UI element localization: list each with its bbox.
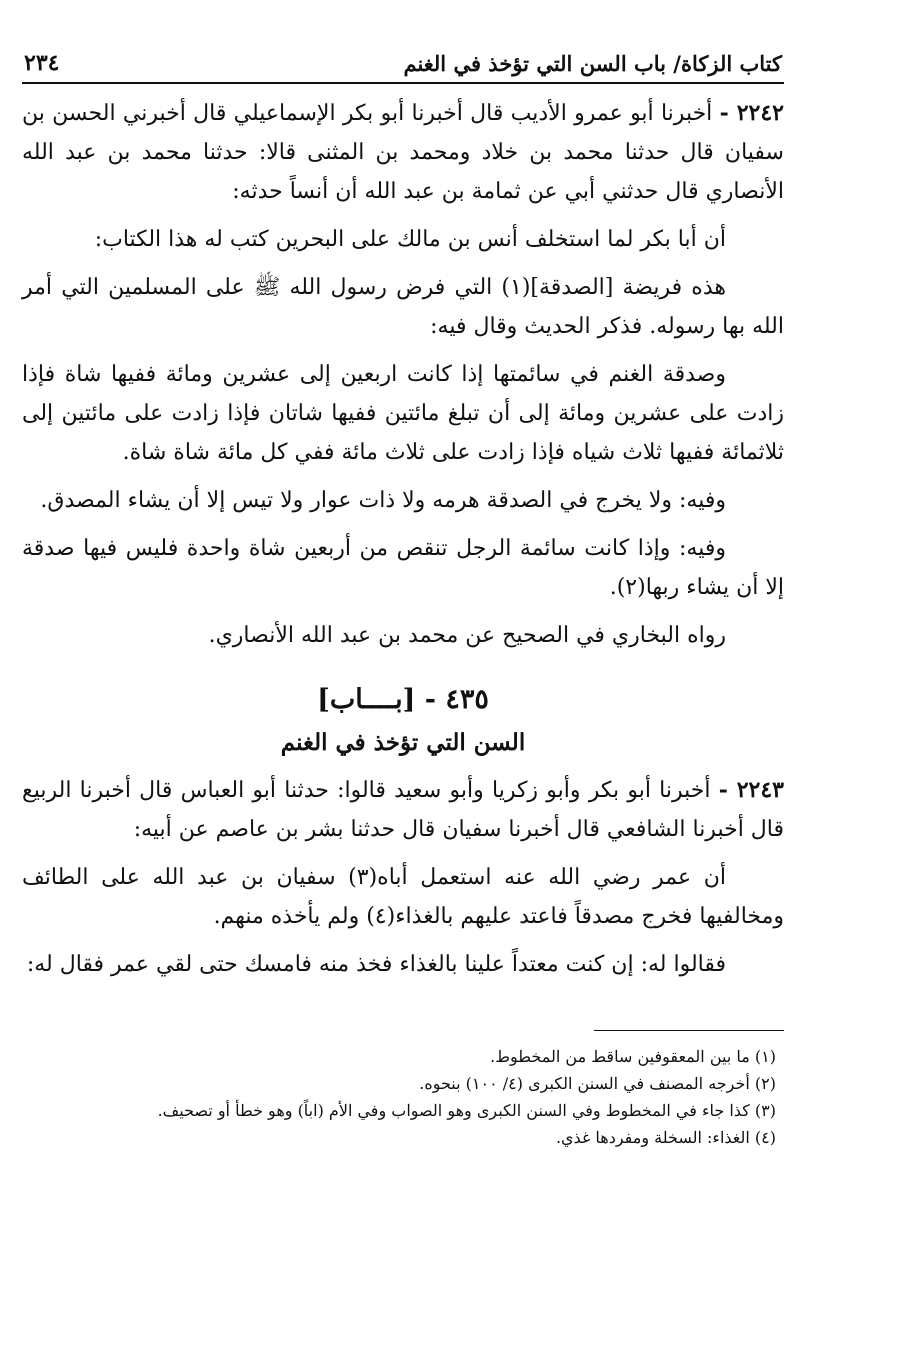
paragraph-text: رواه البخاري في الصحيح عن محمد بن عبد الله الأنصاري. bbox=[208, 623, 726, 648]
hadith-paragraph bbox=[22, 94, 784, 211]
main-text bbox=[22, 94, 784, 984]
footnote: (٢) أخرجه المصنف في السنن الكبرى (٤/ ١٠٠) بنحوه. bbox=[419, 1074, 776, 1093]
footnotes bbox=[22, 1043, 784, 1151]
paragraph-text: أخبرنا أبو عمرو الأديب قال أخبرنا أبو بكر الإسماعيلي قال أخبرني الحسن بن سفيان قال حدثنا محمد بن خلاد ومحمد بن المثنى قالا: حدثنا محمد بن عبد الله الأنصاري قال حدثني أبي عن ثمامة بن عبد الله أن أنساً حدثه: bbox=[22, 101, 784, 204]
paragraph-text: أخبرنا أبو بكر وأبو زكريا وأبو سعيد قالوا: حدثنا أبو العباس قال أخبرنا الربيع قال أخبرنا الشافعي قال أخبرنا سفيان قال حدثنا بشر بن عاصم عن أبيه: bbox=[22, 778, 784, 842]
text-paragraph bbox=[22, 481, 784, 520]
text-paragraph bbox=[22, 268, 784, 346]
footnote: (١) ما بين المعقوفين ساقط من المخطوط. bbox=[490, 1047, 776, 1066]
hadith-paragraph bbox=[22, 771, 784, 849]
text-paragraph bbox=[22, 945, 784, 984]
running-header bbox=[22, 50, 784, 84]
paragraph-text: أن عمر رضي الله عنه استعمل أباه(٣) سفيان بن عبد الله على الطائف ومخالفيها فخرج مصدقاً فاعتد عليهم بالغذاء(٤) ولم يأخذه منهم. bbox=[22, 865, 784, 929]
hadith-number: ٢٢٤٣ - bbox=[718, 777, 784, 803]
text-paragraph bbox=[22, 858, 784, 936]
chapter-subtitle: السن التي تؤخذ في الغنم bbox=[280, 729, 526, 756]
text-paragraph bbox=[22, 529, 784, 607]
paragraph-text: أن أبا بكر لما استخلف أنس بن مالك على البحرين كتب له هذا الكتاب: bbox=[94, 227, 726, 252]
hadith-number: ٢٢٤٢ - bbox=[719, 100, 784, 126]
text-paragraph bbox=[22, 616, 784, 655]
footnote: (٤) الغذاء: السخلة ومفردها غذي. bbox=[555, 1128, 776, 1147]
book-page bbox=[22, 50, 784, 1151]
text-paragraph bbox=[22, 355, 784, 472]
text-paragraph bbox=[22, 220, 784, 259]
paragraph-text: وصدقة الغنم في سائمتها إذا كانت اربعين إلى عشرين ومائة ففيها شاة فإذا زادت على عشرين ومائة إلى أن تبلغ مائتين ففيها شاتان فإذا زادت على مائتين إلى ثلاثمائة ففيها ثلاث شياه فإذا زادت على ثلاث مائة ففي كل مائة شاة شاة. bbox=[22, 362, 784, 465]
running-title: كتاب الزكاة/ باب السن التي تؤخذ في الغنم bbox=[403, 51, 782, 76]
page-number: ٢٣٤ bbox=[24, 50, 60, 76]
paragraph-text: فقالوا له: إن كنت معتداً علينا بالغذاء فخذ منه فامسك حتى لقي عمر فقال له: bbox=[26, 952, 726, 977]
chapter-title: ٤٣٥ - [بــــاب] bbox=[317, 684, 489, 715]
paragraph-text: وفيه: ولا يخرج في الصدقة هرمه ولا ذات عوار ولا تيس إلا أن يشاء المصدق. bbox=[40, 488, 726, 513]
footnote-divider bbox=[594, 1030, 784, 1031]
footnote: (٣) كذا جاء في المخطوط وفي السنن الكبرى وهو الصواب وفي الأم (اباً) وهو خطأ أو تصحيف. bbox=[157, 1101, 776, 1120]
paragraph-text: هذه فريضة [الصدقة](١) التي فرض رسول الله ﷺ على المسلمين التي أمر الله بها رسوله. فذكر الحديث وقال فيه: bbox=[22, 275, 784, 339]
paragraph-text: وفيه: وإذا كانت سائمة الرجل تنقص من أربعين شاة واحدة فليس فيها صدقة إلا أن يشاء ربها(٢). bbox=[22, 536, 784, 600]
